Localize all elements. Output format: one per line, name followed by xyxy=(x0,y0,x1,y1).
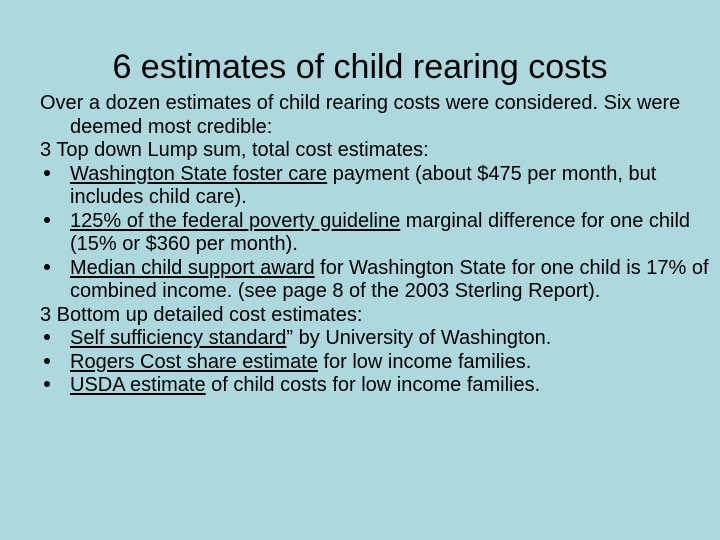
link-poverty-guideline[interactable]: 125% of the federal poverty guideline xyxy=(70,209,401,232)
intro-paragraph: Over a dozen estimates of child rearing costs were considered. Six were deemed most credible: xyxy=(40,92,681,138)
bullet-icon xyxy=(40,327,70,351)
bullet-item-foster-care xyxy=(40,163,712,210)
slide-body xyxy=(40,92,712,398)
link-self-sufficiency[interactable]: Self sufficiency standard xyxy=(70,327,287,349)
bottom-up-heading: 3 Bottom up detailed cost estimates: xyxy=(40,303,363,326)
bullet-text: for Washington State for one child is 17% of combined income. (see page 8 of the 2003 Sterling Report). xyxy=(70,256,709,302)
bullet-item-self-sufficiency xyxy=(40,327,712,351)
link-rogers[interactable]: Rogers Cost share estimate xyxy=(70,350,318,373)
bullet-text: marginal difference for one child (15% or $360 per month). xyxy=(70,209,691,255)
bullet-icon xyxy=(40,163,70,187)
bullet-text: for low income families. xyxy=(317,350,532,373)
bullet-icon xyxy=(40,374,70,398)
bullet-icon xyxy=(40,351,70,375)
bullet-text: payment (about $475 per month, but includes child care). xyxy=(70,162,657,208)
bullet-item-usda xyxy=(40,374,712,398)
bullet-item-rogers xyxy=(40,351,712,375)
top-down-heading: 3 Top down Lump sum, total cost estimates: xyxy=(40,139,429,161)
bullet-text: ” by University of Washington. xyxy=(286,327,552,349)
bullet-icon xyxy=(40,257,70,281)
link-child-support[interactable]: Median child support award xyxy=(70,256,315,279)
bullet-text: of child costs for low income families. xyxy=(205,374,541,396)
bullet-item-child-support xyxy=(40,257,712,304)
slide-title: 6 estimates of child rearing costs xyxy=(112,48,608,86)
link-foster-care[interactable]: Washington State foster care xyxy=(70,162,328,185)
link-usda[interactable]: USDA estimate xyxy=(70,374,206,396)
bullet-icon xyxy=(40,210,70,234)
bullet-item-poverty-guideline xyxy=(40,210,712,257)
